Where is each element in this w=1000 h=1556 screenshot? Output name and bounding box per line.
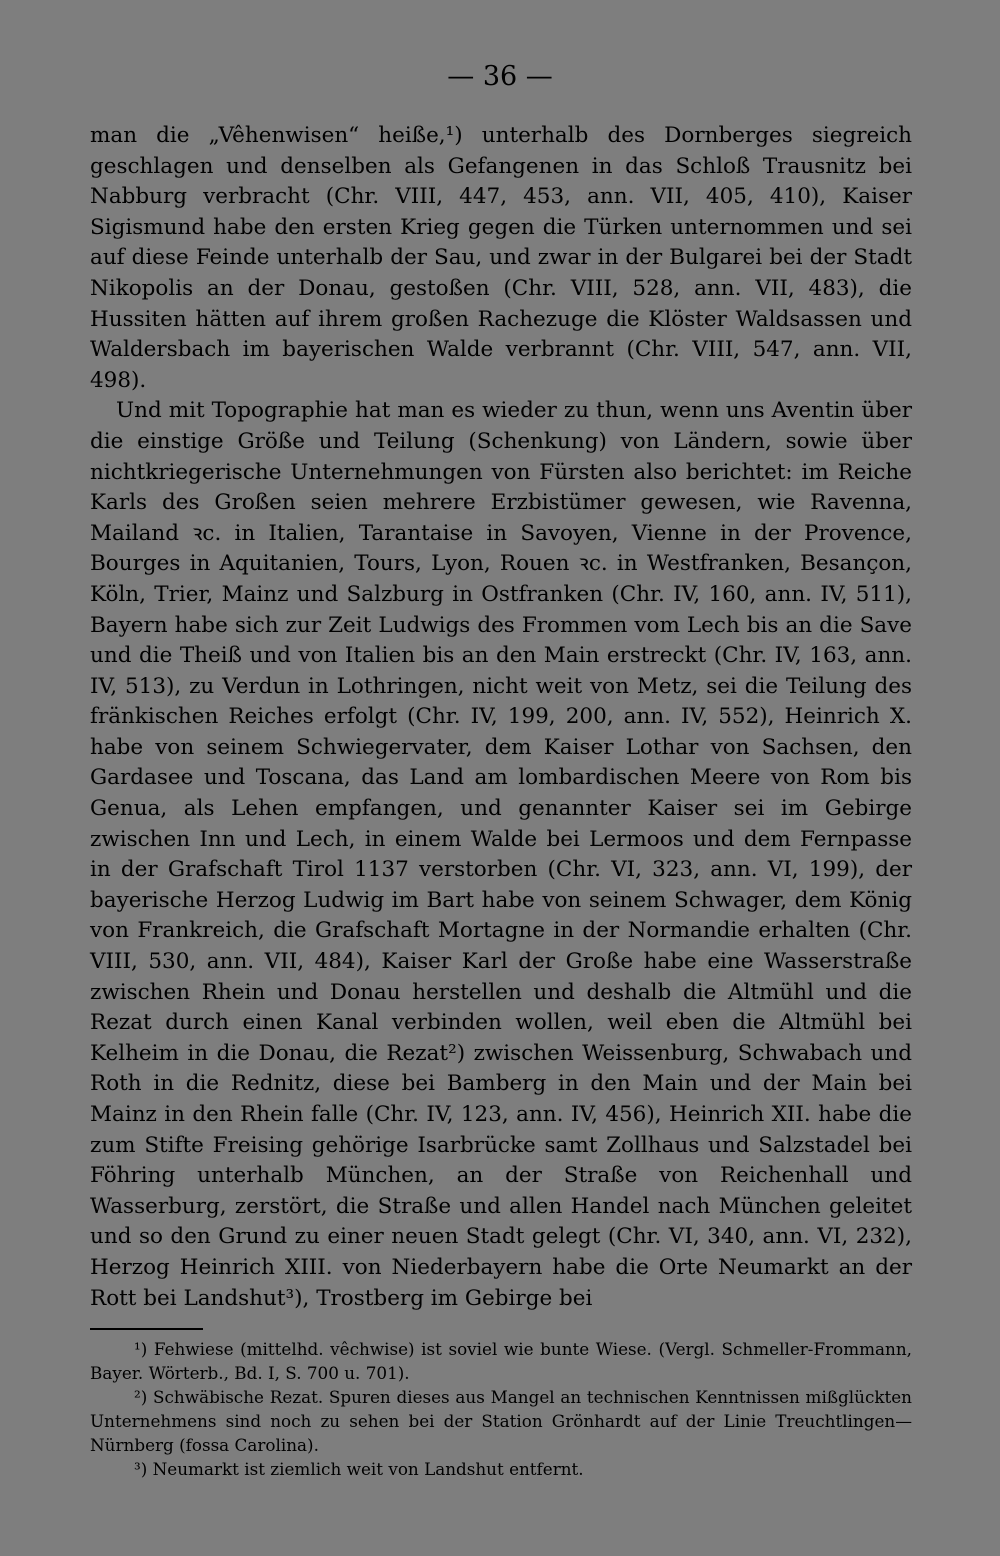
footnote-divider <box>90 1328 203 1330</box>
paragraph-topography: Und mit Topographie hat man es wieder zu thun, wenn uns Aventin über die einstige Größe und Teilung (Schenkung) von Ländern, sowie über nichtkriegerische Unternehmungen von Fürsten also berichtet: im Reiche Karls des Großen seien mehrere Erzbistümer gewesen, wie Ravenna, Mailand ꝛc. in Italien, Tarantaise in Savoyen, Vienne in der Provence, Bourges in Aquitanien, Tours, Lyon, Rouen ꝛc. in Westfranken, Besançon, Köln, Trier, Mainz und Salzburg in Ostfranken (Chr. IV, 160, ann. IV, 511), Bayern habe sich zur Zeit Ludwigs des Frommen vom Lech bis an die Save und die Theiß und von Italien bis an den Main erstreckt (Chr. IV, 163, ann. IV, 513), zu Verdun in Lothringen, nicht weit von Metz, sei die Teilung des fränkischen Reiches erfolgt (Chr. IV, 199, 200, ann. IV, 552), Heinrich X. habe von seinem Schwiegervater, dem Kaiser Lothar von Sachsen, den Gardasee und Toscana, das Land am lombardischen Meere von Rom bis Genua, als Lehen empfangen, und genannter Kaiser sei im Gebirge zwischen Inn und Lech, in einem Walde bei Lermoos und dem Fernpasse in der Grafschaft Tirol 1137 verstorben (Chr. VI, 323, ann. VI, 199), der bayerische Herzog Ludwig im Bart habe von seinem Schwager, dem König von Frankreich, die Grafschaft Mortagne in der Normandie erhalten (Chr. VIII, 530, ann. VII, 484), Kaiser Karl der Große habe eine Wasserstraße zwischen Rhein und Donau herstellen und deshalb die Altmühl und die Rezat durch einen Kanal verbinden wollen, weil eben die Altmühl bei Kelheim in die Donau, die Rezat²) zwischen Weissenburg, Schwabach und Roth in die Rednitz, diese bei Bamberg in den Main und der Main bei Mainz in den Rhein falle (Chr. IV, 123, ann. IV, 456), Heinrich XII. habe die zum Stifte Freising gehörige Isarbrücke samt Zollhaus und Salzstadel bei Föhring unterhalb München, an der Straße von Reichenhall und Wasserburg, zerstört, die Straße und allen Handel nach München geleitet und so den Grund zu einer neuen Stadt gelegt (Chr. VI, 340, ann. VI, 232), Herzog Heinrich XIII. von Niederbayern habe die Orte Neumarkt an der Rott bei Landshut³), Trostberg im Gebirge bei <box>90 398 912 1311</box>
footnote-2: ²) Schwäbische Rezat. Spuren dieses aus Mangel an technischen Kenntnissen mißglückten Unternehmens sind noch zu sehen bei der Station Grönhardt auf der Linie Treuchtlingen—Nürnberg (fossa Carolina). <box>90 1387 912 1455</box>
paragraph-continuation: man die „Vêhenwisen“ heiße,¹) unterhalb des Dornberges siegreich geschlagen und denselben als Gefangenen in das Schloß Trausnitz bei Nabburg verbracht (Chr. VIII, 447, 453, ann. VII, 405, 410), Kaiser Sigismund habe den ersten Krieg gegen die Türken unternommen und sei auf diese Feinde unterhalb der Sau, und zwar in der Bulgarei bei der Stadt Nikopolis an der Donau, gestoßen (Chr. VIII, 528, ann. VII, 483), die Hussiten hätten auf ihrem großen Rachezuge die Klöster Waldsassen und Waldersbach im bayerischen Walde verbrannt (Chr. VIII, 547, ann. VII, 498). <box>90 123 912 393</box>
body-text <box>90 121 912 1314</box>
footnote-1: ¹) Fehwiese (mittelhd. vêchwise) ist soviel wie bunte Wiese. (Vergl. Schmeller-Frommann, Bayer. Wörterb., Bd. I, S. 700 u. 701). <box>90 1339 912 1383</box>
footnotes <box>90 1337 912 1481</box>
footnote-3: ³) Neumarkt ist ziemlich weit von Landshut entfernt. <box>134 1459 584 1479</box>
page-number: — 36 — <box>447 61 553 92</box>
